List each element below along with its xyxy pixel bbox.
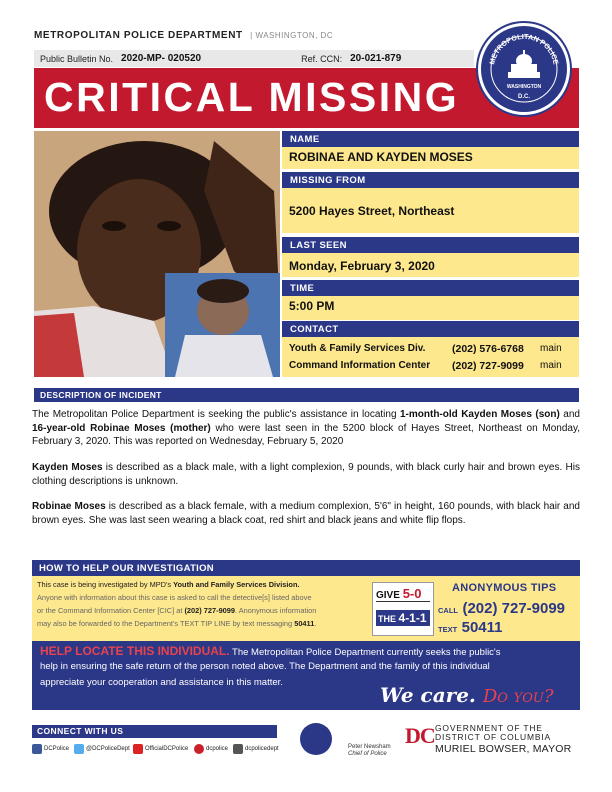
seal-city-text: WASHINGTON <box>506 84 542 90</box>
police-seal-logo <box>478 23 570 115</box>
contact-list <box>282 337 579 377</box>
last-seen-date: Monday, February 3, 2020 <box>282 253 579 277</box>
contact-type: main <box>540 360 562 371</box>
tip-call-line: CALL (202) 727-9099 <box>438 600 566 617</box>
help-line-4: may also be forwarded to the Department's TEXT TIP LINE by text messaging 50411. <box>37 619 317 628</box>
contact-type: main <box>540 343 562 354</box>
name-heading: NAME <box>282 131 579 147</box>
time-heading: TIME <box>282 280 579 296</box>
gov-line-1: GOVERNMENT OF THE <box>435 723 543 733</box>
social-twitter[interactable]: @DCPoliceDept <box>74 744 130 754</box>
dc-logo-mark: DC <box>405 723 435 748</box>
tip-call-number[interactable]: (202) 727-9099 <box>462 600 566 617</box>
contact-name: Command Information Center <box>289 360 431 371</box>
youtube-icon <box>133 744 143 754</box>
the-411-text: THE 4-1-1 <box>376 610 430 626</box>
seal-top-text: METROPOLITAN POLICE <box>487 31 561 66</box>
help-line-1: This case is being investigated by MPD's Youth and Family Services Division. <box>37 580 300 589</box>
department-header <box>34 30 333 41</box>
bulletin-bar <box>34 50 474 67</box>
help-line-3: or the Command Information Center [CIC] at (202) 727-9099. Anonymous information <box>37 606 317 615</box>
page-title: CRITICAL MISSING <box>44 74 460 120</box>
bulletin-label: Public Bulletin No. <box>40 53 114 64</box>
chief-name: Peter Newsham <box>348 744 391 750</box>
connect-heading: CONNECT WITH US <box>32 725 277 738</box>
contact-heading: CONTACT <box>282 321 579 337</box>
facebook-icon <box>32 744 42 754</box>
instagram-icon <box>233 744 243 754</box>
description-paragraph-2: Kayden Moses is described as a black male, with a light complexion, 9 pounds, with black curly hair and brown eyes. His clothing descriptions is unknown. <box>32 462 580 487</box>
department-location: | WASHINGTON, DC <box>250 31 334 40</box>
department-name: METROPOLITAN POLICE DEPARTMENT <box>34 30 243 41</box>
give-50-411-logo <box>372 582 434 636</box>
contact-row <box>289 357 579 374</box>
tip-text-number[interactable]: 50411 <box>461 619 503 636</box>
social-facebook[interactable]: DCPolice <box>32 744 69 754</box>
last-seen-heading: LAST SEEN <box>282 237 579 253</box>
bulletin-number: 2020-MP- 020520 <box>121 53 202 64</box>
gov-line-2: DISTRICT OF COLUMBIA <box>435 732 551 742</box>
social-youtube[interactable]: OfficialDCPolice <box>133 744 188 754</box>
pinterest-icon <box>194 744 204 754</box>
seal-dc-text: D.C. <box>518 94 530 100</box>
description-paragraph-3: Robinae Moses is described as a black female, with a medium complexion, 5'6" in height, 160 pounds, with black hair and brown eyes. She was last seen wearing a black coat, red shirt and black jeans and white flip flops. <box>32 501 580 526</box>
description-heading: DESCRIPTION OF INCIDENT <box>34 388 579 402</box>
last-seen-time: 5:00 PM <box>282 296 579 320</box>
tip-text-line: TEXT 50411 <box>438 619 503 636</box>
locate-line-3: appreciate your cooperation and assistance in this matter. <box>40 677 283 688</box>
locate-line-1: HELP LOCATE THIS INDIVIDUAL. The Metropolitan Police Department currently seeks the public's <box>40 644 501 658</box>
chief-block <box>348 744 391 758</box>
chief-title: Chief of Police <box>348 751 387 757</box>
contact-phone[interactable]: (202) 727-9099 <box>452 359 524 372</box>
missing-person-photo-infant <box>165 273 280 377</box>
anonymous-tips-heading: ANONYMOUS TIPS <box>452 582 557 594</box>
we-care-tagline: We care. Do you? <box>380 683 554 707</box>
twitter-icon <box>74 744 84 754</box>
ccn-label: Ref. CCN: <box>301 53 343 64</box>
help-line-2: Anyone with information about this case is asked to call the detective[s] listed above <box>37 593 312 602</box>
police-badge-icon <box>300 723 332 755</box>
ccn-number: 20-021-879 <box>350 53 402 64</box>
dc-government-logo <box>405 723 580 759</box>
missing-from-location: 5200 Hayes Street, Northeast <box>282 188 579 233</box>
help-heading: HOW TO HELP OUR INVESTIGATION <box>32 560 580 576</box>
missing-person-name: ROBINAE AND KAYDEN MOSES <box>282 147 579 169</box>
missing-from-heading: MISSING FROM <box>282 172 579 188</box>
mayor-name: MURIEL BOWSER, MAYOR <box>435 743 572 755</box>
contact-name: Youth & Family Services Div. <box>289 343 426 354</box>
social-pinterest[interactable]: dcpolice <box>194 744 228 754</box>
give-50-text: GIVE 5-0 <box>376 586 430 602</box>
description-paragraph-1: The Metropolitan Police Department is seeking the public's assistance in locating 1-month-old Kayden Moses (son) and 16-year-old Robinae Moses (mother) who were last seen in the 5200 block of Hayes Street, Northeast on Monday, February 3, 2020. This was reported on Wednesday, February 5, 2020 <box>32 409 581 447</box>
contact-phone[interactable]: (202) 576-6768 <box>452 342 524 355</box>
contact-row <box>289 340 579 357</box>
locate-line-2: help in ensuring the safe return of the person noted above. The Department and the family of this individual <box>40 661 490 672</box>
social-instagram[interactable]: dcpolicedept <box>233 744 279 754</box>
